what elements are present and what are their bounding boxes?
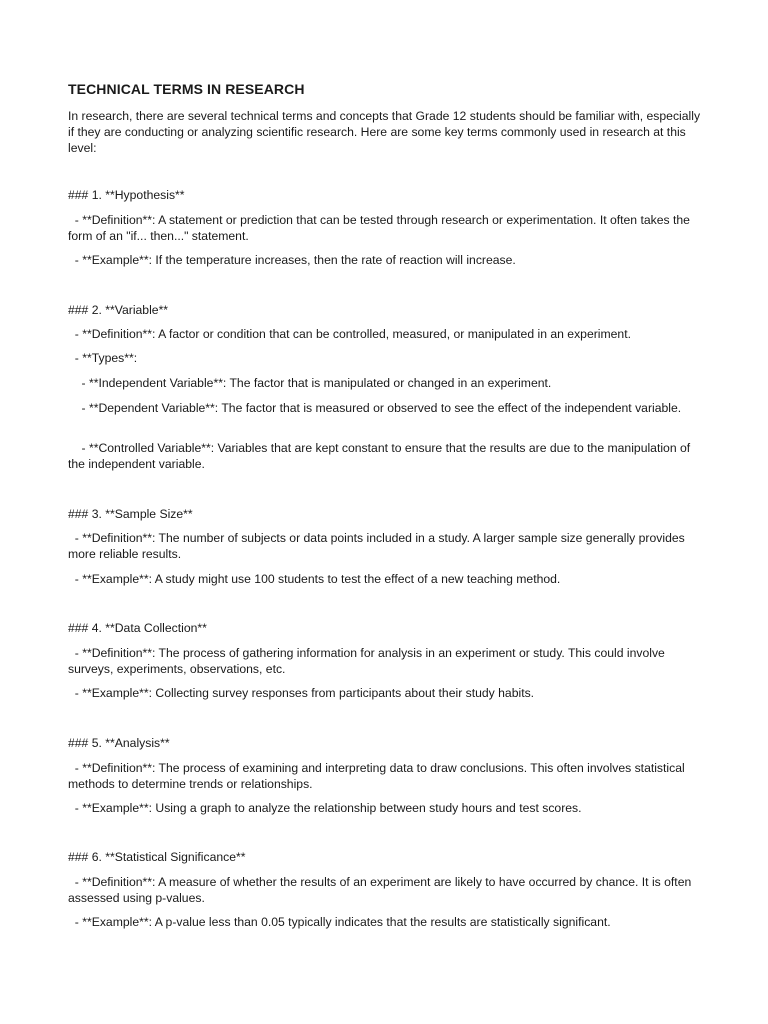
section-2-type-controlled: - **Controlled Variable**: Variables that are kept constant to ensure that the results are due to the manipulation of the independent variable. [68, 441, 694, 471]
section-6-definition: - **Definition**: A measure of whether the results of an experiment are likely to have occurred by chance. It is often assessed using p-values. [68, 875, 695, 905]
section-2-type-dependent: - **Dependent Variable**: The factor that is measured or observed to see the effect of the independent variable. [68, 401, 682, 415]
section-6-heading: ### 6. **Statistical Significance** [68, 850, 246, 864]
section-3-definition: - **Definition**: The number of subjects or data points included in a study. A larger sample size generally provides more reliable results. [68, 531, 689, 561]
section-2-type-independent: - **Independent Variable**: The factor that is manipulated or changed in an experiment. [68, 376, 552, 390]
section-2-heading: ### 2. **Variable** [68, 303, 169, 317]
section-1-definition: - **Definition**: A statement or prediction that can be tested through research or experimentation. It often takes the form of an "if... then..." statement. [68, 213, 694, 243]
section-5-definition: - **Definition**: The process of examining and interpreting data to draw conclusions. This often involves statistical methods to determine trends or relationships. [68, 761, 689, 791]
section-5-heading: ### 5. **Analysis** [68, 736, 170, 750]
section-3-example: - **Example**: A study might use 100 students to test the effect of a new teaching method. [68, 572, 561, 586]
section-6-example: - **Example**: A p-value less than 0.05 typically indicates that the results are statistically significant. [68, 915, 611, 929]
section-4-example: - **Example**: Collecting survey responses from participants about their study habits. [68, 686, 535, 700]
section-5-example: - **Example**: Using a graph to analyze the relationship between study hours and test scores. [68, 801, 582, 815]
section-1-heading: ### 1. **Hypothesis** [68, 188, 185, 202]
section-3-heading: ### 3. **Sample Size** [68, 507, 193, 521]
section-2-types-label: - **Types**: [68, 351, 138, 365]
section-4-definition: - **Definition**: The process of gathering information for analysis in an experiment or study. This could involve surveys, experiments, observations, etc. [68, 646, 669, 676]
section-1-example: - **Example**: If the temperature increases, then the rate of reaction will increase. [68, 253, 516, 267]
section-4-heading: ### 4. **Data Collection** [68, 621, 207, 635]
intro-paragraph: In research, there are several technical terms and concepts that Grade 12 students should be familiar with, especially if they are conducting or analyzing scientific research. Here are some key terms commonly used in research at this level: [68, 109, 704, 155]
document-title: TECHNICAL TERMS IN RESEARCH [68, 81, 305, 97]
section-2-definition: - **Definition**: A factor or condition that can be controlled, measured, or manipulated in an experiment. [68, 327, 631, 341]
